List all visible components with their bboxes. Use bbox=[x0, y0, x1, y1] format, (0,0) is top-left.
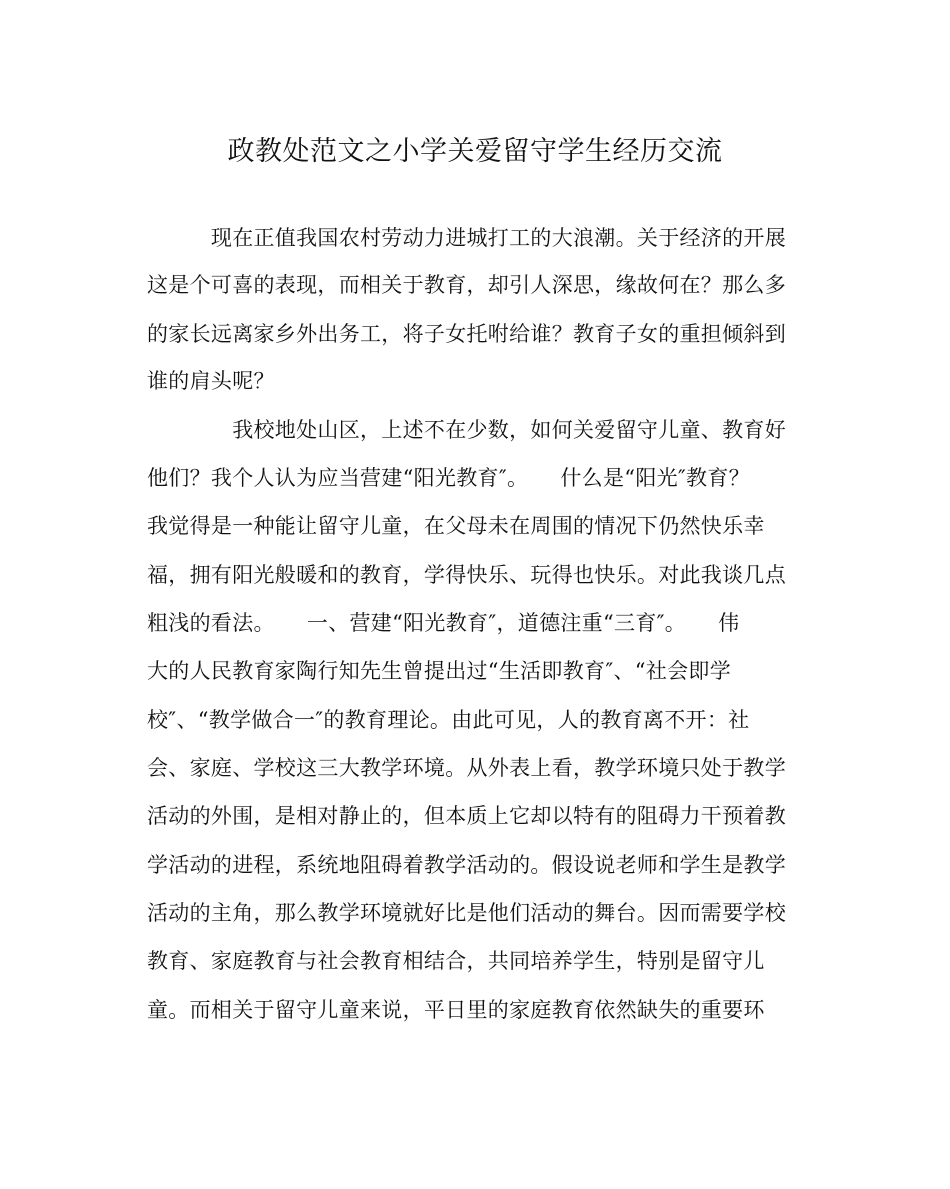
text-line: 谁的肩头呢？ bbox=[147, 369, 275, 393]
text-line: 校″、“教学做合一″的教育理论。由此可见，人的教育离不开：社 bbox=[147, 708, 750, 732]
text-line: 现在正值我国农村劳动力进城打工的大浪潮。关于经济的开展 bbox=[147, 226, 786, 250]
text-line: 的家长远离家乡外出务工，将子女托咐给谁？教育子女的重担倾斜到 bbox=[147, 322, 786, 346]
text-line: 他们？我个人认为应当营建“阳光教育″。 什么是“阳光″教育？ bbox=[147, 466, 750, 490]
text-line: 活动的外围，是相对静止的，但本质上它却以特有的阻碍力干预着教 bbox=[147, 804, 786, 828]
text-line: 童。而相关于留守儿童来说，平日里的家庭教育依然缺失的重要环 bbox=[147, 998, 765, 1022]
text-line: 大的人民教育家陶行知先生曾提出过“生活即教育″、“社会即学 bbox=[147, 659, 732, 683]
document-title: 政教处范文之小学关爱留守学生经历交流 bbox=[227, 136, 723, 167]
text-line: 这是个可喜的表现，而相关于教育，却引人深思，缘故何在？那么多 bbox=[147, 273, 786, 297]
text-line: 教育、家庭教育与社会教育相结合，共同培养学生，特别是留守儿 bbox=[147, 949, 765, 973]
text-line: 活动的主角，那么教学环境就好比是他们活动的舞台。因而需要学校 bbox=[147, 901, 786, 925]
text-line: 我校地处山区，上述不在少数，如何关爱留守儿童、教育好 bbox=[147, 418, 786, 442]
text-line: 粗浅的看法。 一、营建“阳光教育″，道德注重“三育″。 伟 bbox=[147, 611, 740, 635]
text-line: 会、家庭、学校这三大教学环境。从外表上看，教学环境只处于教学 bbox=[147, 756, 786, 780]
text-line: 福，拥有阳光般暖和的教育，学得快乐、玩得也快乐。对此我谈几点 bbox=[147, 563, 786, 587]
text-line: 学活动的进程，系统地阻碍着教学活动的。假设说老师和学生是教学 bbox=[147, 853, 786, 877]
text-line: 我觉得是一种能让留守儿童，在父母未在周围的情况下仍然快乐幸 bbox=[147, 514, 765, 538]
